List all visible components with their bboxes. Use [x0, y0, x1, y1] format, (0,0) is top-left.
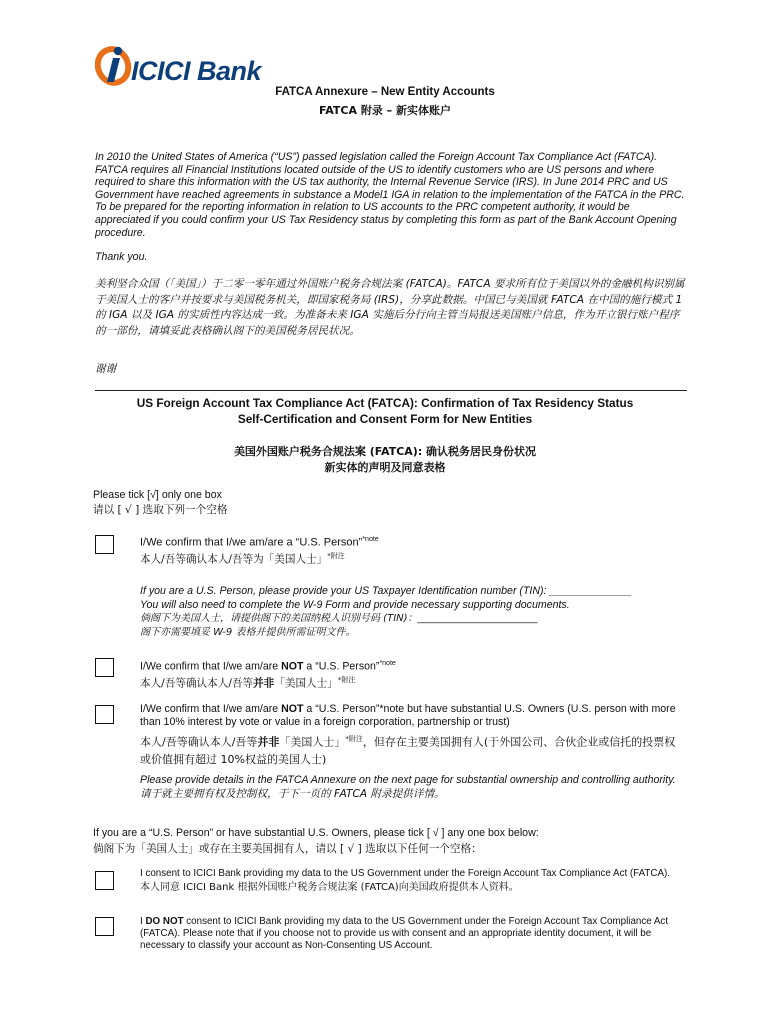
consent2-post: consent to ICICI Bank providing my data to the US Government under the Foreign Account Tax Compliance Act (FATCA). Please note that if you choose not to provide us with consent and an appropriate identity document, it will be necessary to classify your account as Non-Consenting US Account.: [140, 916, 669, 951]
option1-note: *note: [362, 536, 379, 543]
option2-label-not: NOT: [281, 660, 304, 673]
form-heading-2-en: Self-Certification and Consent Form for New Entities: [237, 412, 533, 426]
details-note-en: Please provide details in the FATCA Annexure on the next page for substantial ownership and controlling authority.: [140, 774, 676, 786]
option1-label-cn: 本人/吾等确认本人/吾等为「美国人士」: [140, 553, 328, 566]
details-note-cn: 请于就主要拥有权及控制权，于下一页的 FATCA 附录提供详情。: [140, 788, 445, 800]
option2-label-post: a “U.S. Person”: [303, 660, 380, 673]
option2-note-cn: *附注: [337, 675, 356, 684]
option1-note-cn: *附注: [327, 551, 345, 560]
option2-label-cn-post: 「美国人士」: [274, 677, 338, 690]
substantial-us-owners-checkbox[interactable]: [95, 705, 114, 724]
no-consent-checkbox[interactable]: [95, 917, 114, 936]
tin-block: [140, 584, 685, 640]
option3-label-pre: I/We confirm that I/we am/are: [140, 703, 282, 715]
option-us-person-text: [140, 533, 685, 568]
option2-note: *note: [379, 660, 396, 667]
option-substantial-owners-text: [140, 703, 685, 768]
logo-mark-icon: [95, 42, 135, 86]
option1-label: I/We confirm that I/we am/are a “U.S. Person”: [140, 536, 363, 549]
tin-request-en: If you are a U.S. Person, please provide your US Taxpayer Identification number (TIN): ______________: [140, 585, 632, 597]
consent-intro-en: If you are a “U.S. Person” or have substantial U.S. Owners, please tick [ √ ] any one box below:: [93, 827, 539, 839]
consent-checkbox[interactable]: [95, 871, 114, 890]
tin-request-cn: 倘阁下为美国人士，请提供阁下的美国纳税人识别号码 (TIN)：________________________: [140, 613, 538, 624]
option3-label-cn-rest: ，但存在主要美国拥有人(于外国公司、合伙企业或信托的投票权或价值拥有超过 10%权益的美国人士): [140, 735, 676, 766]
consent2-pre: I: [140, 916, 146, 927]
consent-intro-cn: 倘阁下为「美国人士」或存在主要美国拥有人，请以 [ √ ] 选取以下任何一个空格：: [93, 843, 482, 855]
annexure-title-cn: FATCA 附录 – 新实体账户: [319, 104, 451, 117]
option3-note-cn: *附注: [345, 735, 363, 743]
option2-label-cn-pre: 本人/吾等确认本人/吾等: [140, 677, 254, 690]
tick-instruction-en: Please tick [√] only one box: [93, 489, 222, 501]
option3-label-cn-pre: 本人/吾等确认本人/吾等: [140, 735, 258, 749]
option3-label-cn-post: 「美国人士」: [279, 735, 346, 749]
option2-label-cn-not: 并非: [253, 677, 275, 690]
consent2-not: DO NOT: [145, 916, 184, 927]
no-consent-text: [140, 916, 685, 952]
option-not-us-person-text: [140, 657, 685, 693]
consent1-cn: 本人同意 ICICI Bank 根据外国账户税务合规法案 (FATCA)向美国政府提供本人资料。: [140, 882, 519, 893]
not-us-person-checkbox[interactable]: [95, 658, 114, 677]
thank-you-en: Thank you.: [95, 251, 148, 263]
form-heading-2-cn: 新实体的声明及同意表格: [324, 461, 446, 474]
bank-logo: [95, 42, 295, 86]
option2-label-pre: I/We confirm that I/we am/are: [140, 660, 282, 673]
section-divider: [95, 390, 687, 391]
form-heading-1-en: US Foreign Account Tax Compliance Act (FATCA): Confirmation of Tax Residency Status: [136, 396, 634, 410]
intro-paragraph-en: In 2010 the United States of America (“US”) passed legislation called the Foreign Account Tax Compliance Act (FATCA). FATCA requires all Financial Institutions located outside of the US to identify customers who are US persons and where required to share this information with the US tax authority, the Internal Revenue Service (IRS). In June 2014 PRC and US Government have reached agreements in substance a Model1 IGA in relation to the implementation of the FATCA in the PRC. To be prepared for the reporting information in relation to US accounts to the PRC competent authority, it would be appreciated if you could confirm your US Tax Residency status by completing this form as part of the Bank Account Opening procedure.: [95, 151, 685, 239]
annexure-title-en: FATCA Annexure – New Entity Accounts: [275, 86, 495, 98]
form-heading-1-cn: 美国外国账户税务合规法案 (FATCA): 确认税务居民身份状况: [233, 445, 537, 458]
details-note: [140, 774, 685, 801]
intro-paragraph-cn: 美利坚合众国（「美国」）于二零一零年通过外国账户税务合规法案 (FATCA)。FATCA 要求所有位于美国以外的金融机构识别属于美国人士的客户并按要求与美国税务机关，即国家税务局 (IRS)，分享此数据。中国已与美国就 FATCA 在中国的施行模式 1 的 IGA 以及 IGA 的实质性内容达成一致。为准备未来 IGA 实施后分行向主管当局报送美国账户信息，作为开立银行账户程序的一部份，请填妥此表格确认阁下的美国税务居民状况。: [95, 278, 685, 337]
consent1-en: I consent to ICICI Bank providing my data to the US Government under the Foreign Account Tax Compliance Act (FATCA).: [140, 868, 671, 879]
option3-label-post: a “U.S. Person”*note but have substantial U.S. Owners (U.S. person with more than 10% interest by vote or value in a foreign corporation, partnership or trust): [140, 703, 676, 728]
w9-request-cn: 阁下亦需要填妥 W-9 表格并提供所需证明文件。: [140, 627, 356, 638]
option3-label-cn-not: 并非: [257, 735, 280, 749]
option3-label-not: NOT: [281, 703, 304, 715]
thank-you-cn: 谢谢: [95, 363, 117, 375]
us-person-checkbox[interactable]: [95, 535, 114, 554]
bank-name: ICICI Bank: [131, 56, 262, 86]
tick-instruction-cn: 请以 [ √ ] 选取下列一个空格: [93, 504, 228, 516]
consent-text: [140, 868, 685, 894]
w9-request-en: You will also need to complete the W-9 Form and provide necessary supporting documents.: [140, 599, 570, 611]
